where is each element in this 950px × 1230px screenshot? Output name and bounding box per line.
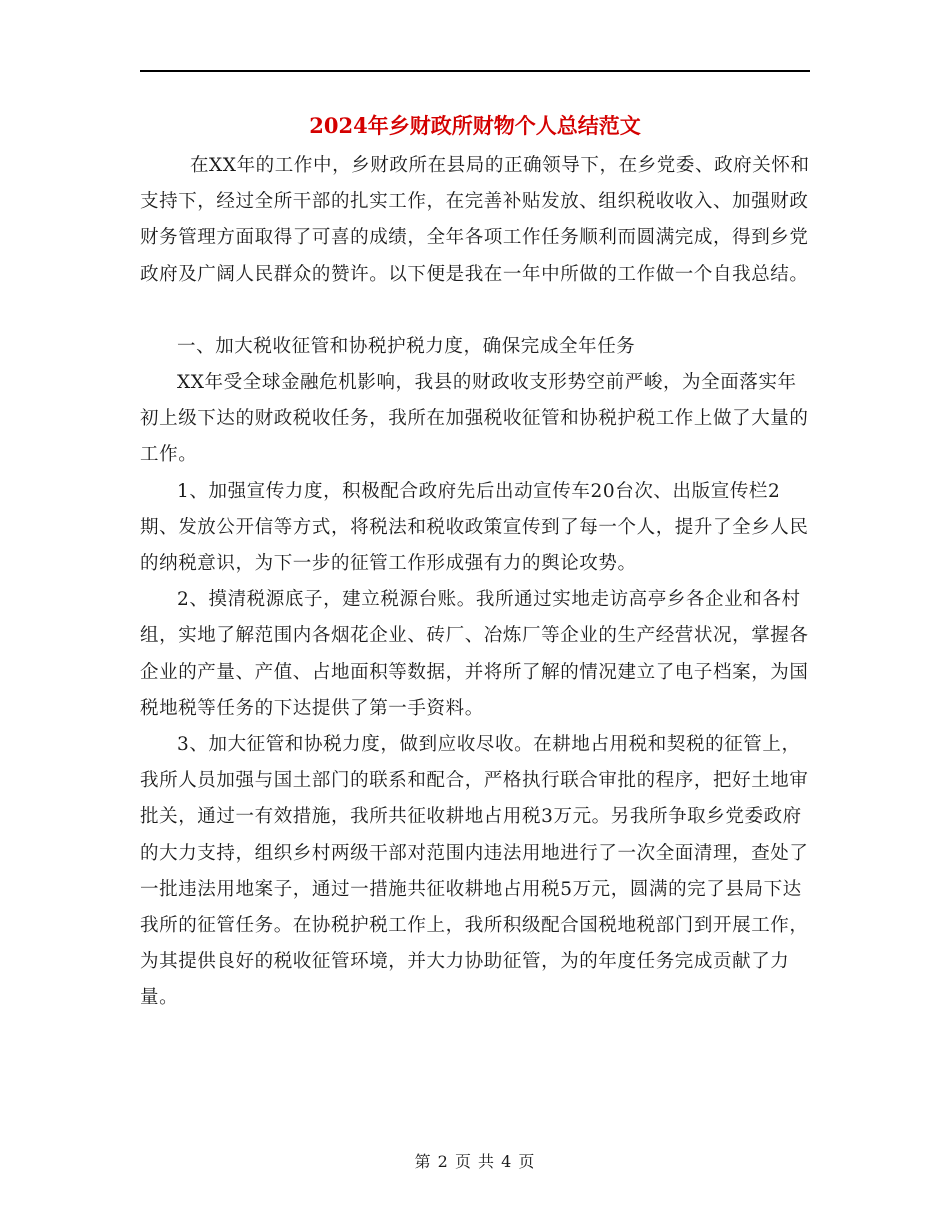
page-number: 第 2 页 共 4 页 (414, 1152, 536, 1171)
document-body (140, 148, 810, 1017)
document-title: 2024年乡财政所财物个人总结范文 (309, 113, 641, 138)
intro-paragraph: 在XX年的工作中，乡财政所在县局的正确领导下，在乡党委、政府关怀和支持下，经过全所干部的扎实工作，在完善补贴发放、组织税收收入、加强财政财务管理方面取得了可喜的成绩，全年各项工作任务顺利而圆满完成，得到乡党政府及广阔人民群众的赞许。以下便是我在一年中所做的工作做一个自我总结。 (140, 155, 810, 285)
section-heading: 一、加大税收征管和协税护税力度，确保完成全年任务 (177, 335, 636, 357)
list-item-3: 3、加大征管和协税力度，做到应收尽收。在耕地占用税和契税的征管上，我所人员加强与国土部门的联系和配合，严格执行联合审批的程序，把好土地审批关，通过一有效措施，我所共征收耕地占用税3万元。另我所争取乡党委政府的大力支持，组织乡村两级干部对范围内违法用地进行了一次全面清理，查处了一批违法用地案子，通过一措施共征收耕地占用税5万元，圆满的完了县局下达我所的征管任务。在协税护税工作上，我所积级配合国税地税部门到开展工作，为其提供良好的税收征管环境，并大力协助征管，为的年度任务完成贡献了力量。 (140, 734, 809, 1009)
list-item-1: 1、加强宣传力度，积极配合政府先后出动宣传车20台次、出版宣传栏2期、发放公开信等方式，将税法和税收政策宣传到了每一个人，提升了全乡人民的纳税意识，为下一步的征管工作形成强有力的舆论攻势。 (140, 480, 809, 575)
section-body-paragraph: XX年受全球金融危机影响，我县的财政收支形势空前严峻，为全面落实年初上级下达的财政税收任务，我所在加强税收征管和协税护税工作上做了大量的工作。 (140, 372, 809, 466)
list-item-2: 2、摸清税源底子，建立税源台账。我所通过实地走访高亭乡各企业和各村组，实地了解范围内各烟花企业、砖厂、冶炼厂等企业的生产经营状况，掌握各企业的产量、产值、占地面积等数据，并将所了解的情况建立了电子档案，为国税地税等任务的下达提供了第一手资料。 (140, 589, 809, 719)
header-rule (140, 70, 810, 72)
page-footer (140, 1150, 810, 1174)
